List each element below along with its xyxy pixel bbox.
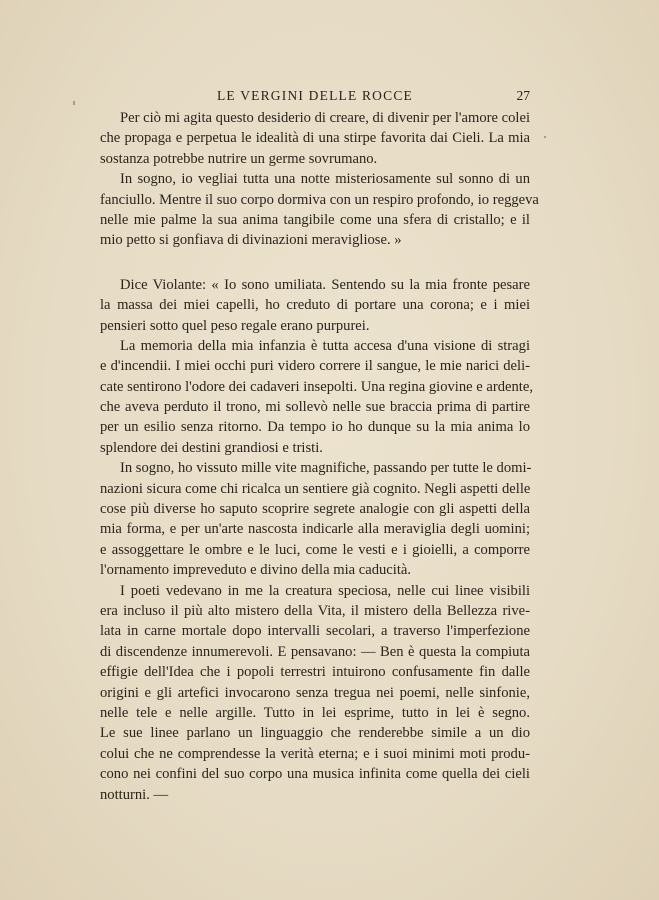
text-line: In sogno, io vegliai tutta una notte misteriosamente sul sonno di un [120,171,530,188]
running-title: LE VERGINI DELLE ROCCE [216,88,413,103]
text-line: fanciullo. Mentre il suo corpo dormiva con un respiro profondo, io reggeva [100,191,539,208]
text-line: e d'incendii. I miei occhi puri videro correre il sangue, le mie narici deli- [100,358,530,375]
paragraph [100,108,530,169]
text-line: di discendenze innumerevoli. E pensavano: — Ben è questa la compiuta [100,643,530,660]
text-line: nazioni sicura come chi ricalca un sentiere già cognito. Negli aspetti delle [100,480,531,497]
text-line: nelle mie palme la sua anima tangibile come una sfera di cristallo; e il [100,211,530,228]
paper-speck [544,136,546,138]
text-line: Dice Violante: « Io sono umiliata. Sentendo su la mia fronte pesare [120,276,530,293]
text-line: colui che ne comprendesse la verità eterna; e i suoi minimi moti produ- [100,745,530,762]
text-line: che aveva perduto il trono, mi sollevò nelle sue braccia prima di partire [100,399,530,416]
text-line: per un esilio senza ritorno. Da tempo io ho dunque su la mia anima lo [100,419,530,436]
text-line: sostanza potrebbe nutrire un germe sovrumano. [100,150,378,167]
text-line: I poeti vedevano in me la creatura speciosa, nelle cui linee visibili [120,582,530,599]
text-line: cose più diverse ho saputo scoprire segrete analogie con gli aspetti della [100,501,530,518]
body-text [100,108,539,805]
text-line: Le sue linee parlano un linguaggio che renderebbe simile a un dio [100,725,530,742]
section-gap [100,251,530,275]
text-line: notturni. — [100,786,169,803]
text-line: pensieri sotto quel peso regale erano purpurei. [100,317,370,334]
paragraph [100,336,533,458]
text-line: l'ornamento impreveduto e divino della mia caducità. [100,562,412,579]
text-line: cate sentirono l'odore dei cadaveri insepolti. Una regina giovine e ardente, [100,378,533,395]
text-line: la massa dei miei capelli, ho creduto di portare una corona; e i miei [100,297,530,314]
text-line: In sogno, ho vissuto mille vite magnifiche, passando per tutte le domi- [120,460,532,477]
text-line: era incluso il più alto mistero della Vita, il mistero della Bellezza rive- [100,602,530,619]
text-line: nelle tele e nelle argille. Tutto in lei esprime, tutto in lei è segno. [100,704,530,721]
text-line: mio petto si gonfiava di divinazioni meravigliose. » [100,232,402,249]
page-number: 27 [516,88,530,103]
paragraph [100,275,530,336]
text-line: mia forma, e per un'arte nascosta indicarle alla meraviglia degli uomini; [100,521,530,538]
paragraph [100,169,539,251]
text-line: effigie dell'Idea che i popoli terrestri intuirono confusamente fin dalle [100,664,530,681]
paper-speck [73,101,75,105]
page-header [100,88,530,108]
text-line: origini e gli artefici invocarono senza tregua nei poemi, nelle sinfonie, [100,684,530,701]
paragraph [100,581,530,805]
text-line: Per ciò mi agita questo desiderio di creare, di divenir per l'amore colei [120,110,530,126]
text-line: e assoggettare le ombre e le luci, come le vesti e i gioielli, a comporre [100,541,530,558]
text-line: che propaga e perpetua le idealità di una stirpe favorita dai Cieli. La mia [100,130,530,147]
text-line: La memoria della mia infanzia è tutta accesa d'una visione di stragi [120,337,530,354]
paragraph [100,458,530,580]
text-line: lata in carne mortale dopo intervalli secolari, a traverso l'imperfezione [100,623,530,640]
text-line: cono nei confini del suo corpo una musica infinita come quella dei cieli [100,766,530,783]
text-line: splendore dei destini grandiosi e tristi. [100,439,323,456]
